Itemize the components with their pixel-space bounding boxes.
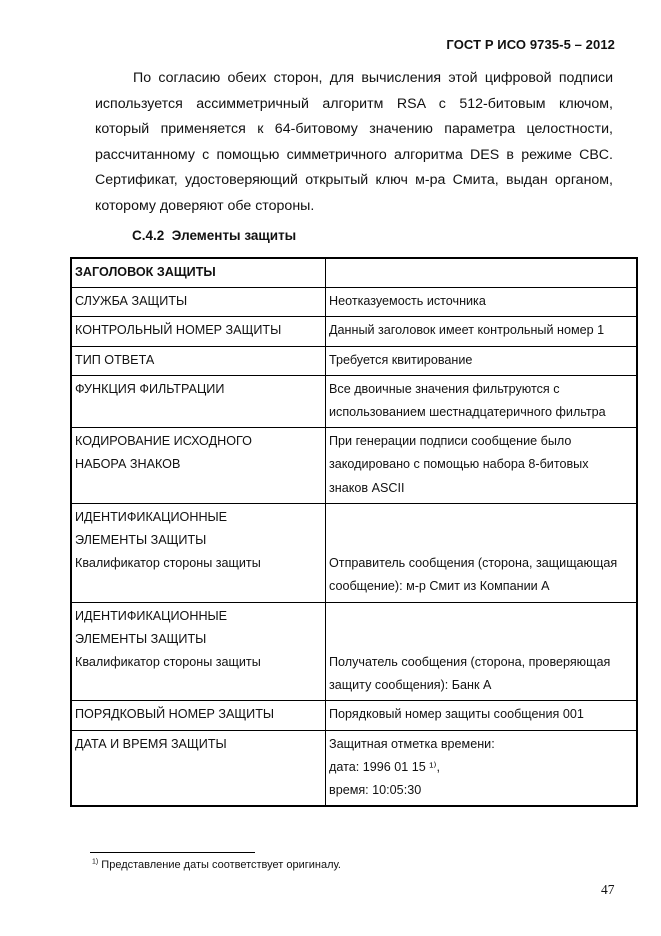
table-row bbox=[71, 730, 637, 806]
table-cell-label: ДАТА И ВРЕМЯ ЗАЩИТЫ bbox=[71, 730, 326, 806]
table-cell-value: Данный заголовок имеет контрольный номер 1 bbox=[326, 317, 638, 346]
table-cell-label: ПОРЯДКОВЫЙ НОМЕР ЗАЩИТЫ bbox=[71, 701, 326, 730]
table-row bbox=[71, 288, 637, 317]
table-row bbox=[71, 602, 637, 701]
table-cell-label: СЛУЖБА ЗАЩИТЫ bbox=[71, 288, 326, 317]
footnote-marker: 1) bbox=[92, 858, 99, 866]
footnote-divider bbox=[90, 852, 255, 853]
table-cell-label: ЗАГОЛОВОК ЗАЩИТЫ bbox=[71, 258, 326, 288]
standard-id-header: ГОСТ Р ИСО 9735-5 – 2012 bbox=[446, 37, 615, 52]
section-number: С.4.2 bbox=[132, 228, 165, 243]
table-row bbox=[71, 346, 637, 375]
table-cell-value: Получатель сообщения (сторона, проверяющая защиту сообщения): Банк А bbox=[326, 602, 638, 701]
section-heading bbox=[132, 228, 296, 243]
table-cell-label: КОДИРОВАНИЕ ИСХОДНОГО НАБОРА ЗНАКОВ bbox=[71, 428, 326, 504]
table-cell-value: Неотказуемость источника bbox=[326, 288, 638, 317]
footnote bbox=[92, 859, 341, 871]
section-title: Элементы защиты bbox=[171, 228, 297, 243]
table-cell-value: Отправитель сообщения (сторона, защищающая сообщение): м-р Смит из Компании А bbox=[326, 503, 638, 602]
table-cell-label: ИДЕНТИФИКАЦИОННЫЕ ЭЛЕМЕНТЫ ЗАЩИТЫ Квалификатор стороны защиты bbox=[71, 602, 326, 701]
table-cell-value bbox=[326, 258, 638, 288]
table-row bbox=[71, 503, 637, 602]
table-row bbox=[71, 317, 637, 346]
table-cell-value: Защитная отметка времени: дата: 1996 01 15 ¹⁾, время: 10:05:30 bbox=[326, 730, 638, 806]
security-elements-table bbox=[70, 257, 638, 807]
table-row bbox=[71, 701, 637, 730]
table-cell-value: Порядковый номер защиты сообщения 001 bbox=[326, 701, 638, 730]
table-cell-label: ИДЕНТИФИКАЦИОННЫЕ ЭЛЕМЕНТЫ ЗАЩИТЫ Квалификатор стороны защиты bbox=[71, 503, 326, 602]
table-cell-value: Все двоичные значения фильтруются с использованием шестнадцатеричного фильтра bbox=[326, 375, 638, 427]
table-cell-label: ФУНКЦИЯ ФИЛЬТРАЦИИ bbox=[71, 375, 326, 427]
table-cell-label: КОНТРОЛЬНЫЙ НОМЕР ЗАЩИТЫ bbox=[71, 317, 326, 346]
intro-paragraph: По согласию обеих сторон, для вычисления этой цифровой подписи используется ассимметричный алгоритм RSA с 512-битовым ключом, который применяется к 64-битовому значению параметра целостности, рассчитанному с помощью симметричного алгоритма DES в режиме CBC. Сертификат, удостоверяющий открытый ключ м-ра Смита, выдан органом, которому доверяют обе стороны. bbox=[95, 70, 613, 214]
table-row bbox=[71, 258, 637, 288]
page-number: 47 bbox=[601, 882, 615, 897]
table-cell-value: При генерации подписи сообщение было закодировано с помощью набора 8-битовых знаков ASCII bbox=[326, 428, 638, 504]
table-row bbox=[71, 428, 637, 504]
table-cell-label: ТИП ОТВЕТА bbox=[71, 346, 326, 375]
footnote-text: Представление даты соответствует оригиналу. bbox=[101, 859, 341, 871]
table-row bbox=[71, 375, 637, 427]
table-cell-value: Требуется квитирование bbox=[326, 346, 638, 375]
